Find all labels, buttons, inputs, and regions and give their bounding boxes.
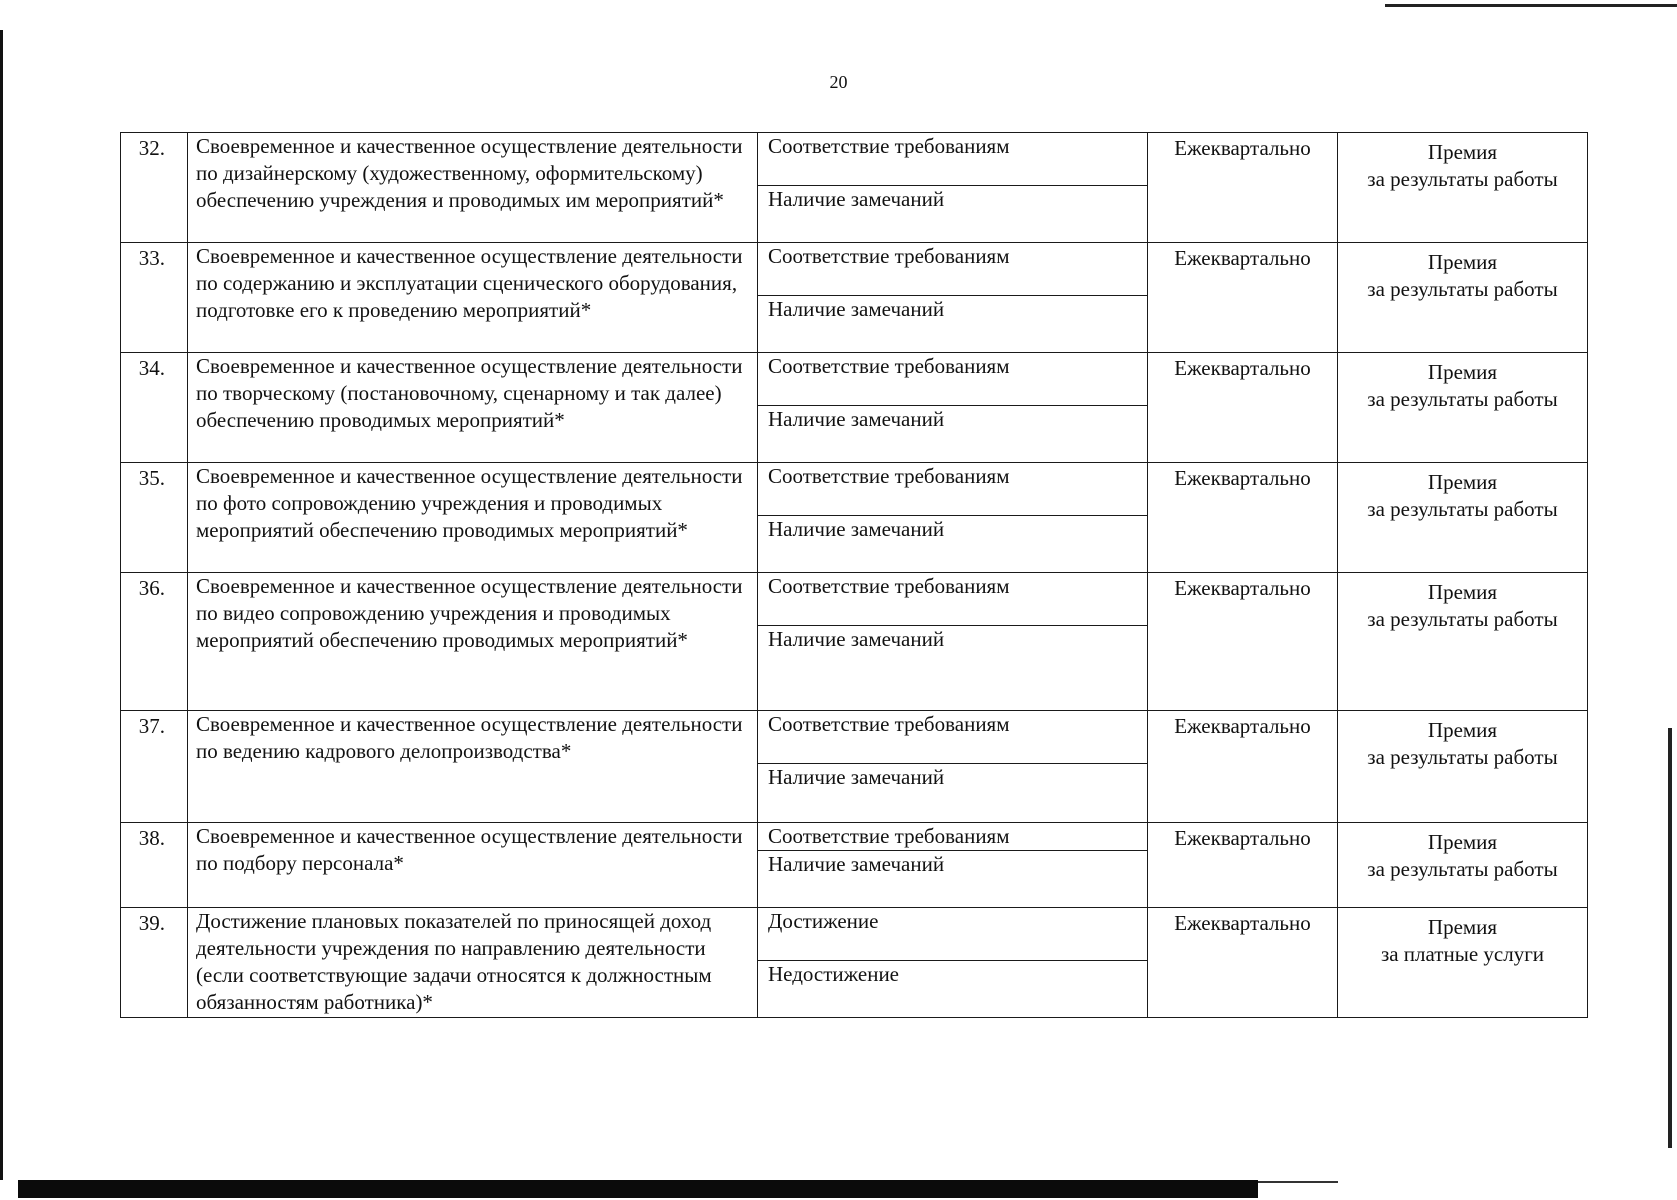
criteria-table [120,132,1588,1018]
scan-edge-bottom-thin [1258,1181,1338,1183]
indicator-met: Соответствие требованиям [758,243,1147,296]
indicator-met: Достижение [758,908,1147,961]
criterion-description: Достижение плановых показателей по приносящей доход деятельности учреждения по направлению деятельности (если соответствующие задачи относятся к должностным обязанностям работника)* [188,908,758,1018]
assessment-period: Ежеквартально [1148,353,1338,463]
indicator-cell [758,823,1148,908]
payment-type-line-1: Премия [1427,140,1498,164]
table-row [121,823,1588,908]
row-number: 36. [121,573,188,711]
payment-type-line-1: Премия [1427,470,1498,494]
payment-type-line-2: за результаты работы [1367,857,1558,881]
indicator-met: Соответствие требованиям [758,573,1147,626]
criterion-description: Своевременное и качественное осуществление деятельности по видео сопровождению учреждения и проводимых мероприятий обеспечению проводимых мероприятий* [188,573,758,711]
scan-edge-bottom [18,1180,1258,1198]
payment-type-line-1: Премия [1427,360,1498,384]
indicator-cell [758,353,1148,463]
payment-type [1338,573,1588,711]
indicator-cell [758,133,1148,243]
assessment-period: Ежеквартально [1148,908,1338,1018]
indicator-not-met: Наличие замечаний [768,852,945,876]
payment-type [1338,908,1588,1018]
criterion-description: Своевременное и качественное осуществление деятельности по творческому (постановочному, сценарному и так далее) обеспечению проводимых мероприятий* [188,353,758,463]
indicator-met: Соответствие требованиям [758,823,1147,851]
scan-edge-left [0,30,3,1180]
row-number: 34. [121,353,188,463]
payment-type [1338,133,1588,243]
row-number: 35. [121,463,188,573]
payment-type [1338,823,1588,908]
payment-type-line-1: Премия [1427,830,1498,854]
table-row [121,353,1588,463]
payment-type-line-1: Премия [1427,250,1498,274]
row-number: 33. [121,243,188,353]
table-row [121,573,1588,711]
payment-type [1338,463,1588,573]
criterion-description: Своевременное и качественное осуществление деятельности по фото сопровождению учреждения и проводимых мероприятий обеспечению проводимых мероприятий* [188,463,758,573]
assessment-period: Ежеквартально [1148,573,1338,711]
indicator-not-met: Наличие замечаний [768,407,945,431]
row-number: 32. [121,133,188,243]
indicator-cell [758,463,1148,573]
assessment-period: Ежеквартально [1148,823,1338,908]
payment-type-line-2: за результаты работы [1367,387,1558,411]
row-number: 39. [121,908,188,1018]
payment-type-line-2: за результаты работы [1367,745,1558,769]
indicator-cell [758,243,1148,353]
indicator-met: Соответствие требованиям [758,133,1147,186]
payment-type-line-1: Премия [1427,580,1498,604]
scan-edge-right [1668,728,1672,1148]
row-number: 37. [121,711,188,823]
indicator-met: Соответствие требованиям [758,463,1147,516]
assessment-period: Ежеквартально [1148,243,1338,353]
payment-type [1338,711,1588,823]
page-number: 20 [829,72,848,92]
indicator-not-met: Наличие замечаний [768,187,945,211]
criterion-description: Своевременное и качественное осуществление деятельности по подбору персонала* [188,823,758,908]
payment-type-line-1: Премия [1427,718,1498,742]
table-row [121,463,1588,573]
indicator-not-met: Недостижение [768,962,900,986]
assessment-period: Ежеквартально [1148,711,1338,823]
scan-edge-top [1385,4,1677,7]
criterion-description: Своевременное и качественное осуществление деятельности по дизайнерскому (художественному, оформительскому) обеспечению учреждения и проводимых им мероприятий* [188,133,758,243]
criterion-description: Своевременное и качественное осуществление деятельности по ведению кадрового делопроизводства* [188,711,758,823]
payment-type-line-2: за результаты работы [1367,167,1558,191]
payment-type-line-2: за результаты работы [1367,607,1558,631]
indicator-cell [758,711,1148,823]
table-row [121,908,1588,1018]
indicator-not-met: Наличие замечаний [768,627,945,651]
row-number: 38. [121,823,188,908]
payment-type-line-2: за результаты работы [1367,277,1558,301]
indicator-cell [758,573,1148,711]
payment-type-line-1: Премия [1427,915,1498,939]
assessment-period: Ежеквартально [1148,133,1338,243]
table-row [121,243,1588,353]
payment-type-line-2: за результаты работы [1367,497,1558,521]
indicator-met: Соответствие требованиям [758,711,1147,764]
indicator-not-met: Наличие замечаний [768,765,945,789]
table-row [121,133,1588,243]
payment-type [1338,243,1588,353]
indicator-met: Соответствие требованиям [758,353,1147,406]
payment-type-line-2: за платные услуги [1380,942,1545,966]
criterion-description: Своевременное и качественное осуществление деятельности по содержанию и эксплуатации сценического оборудования, подготовке его к проведению мероприятий* [188,243,758,353]
assessment-period: Ежеквартально [1148,463,1338,573]
indicator-cell [758,908,1148,1018]
indicator-not-met: Наличие замечаний [768,297,945,321]
payment-type [1338,353,1588,463]
indicator-not-met: Наличие замечаний [768,517,945,541]
table-row [121,711,1588,823]
